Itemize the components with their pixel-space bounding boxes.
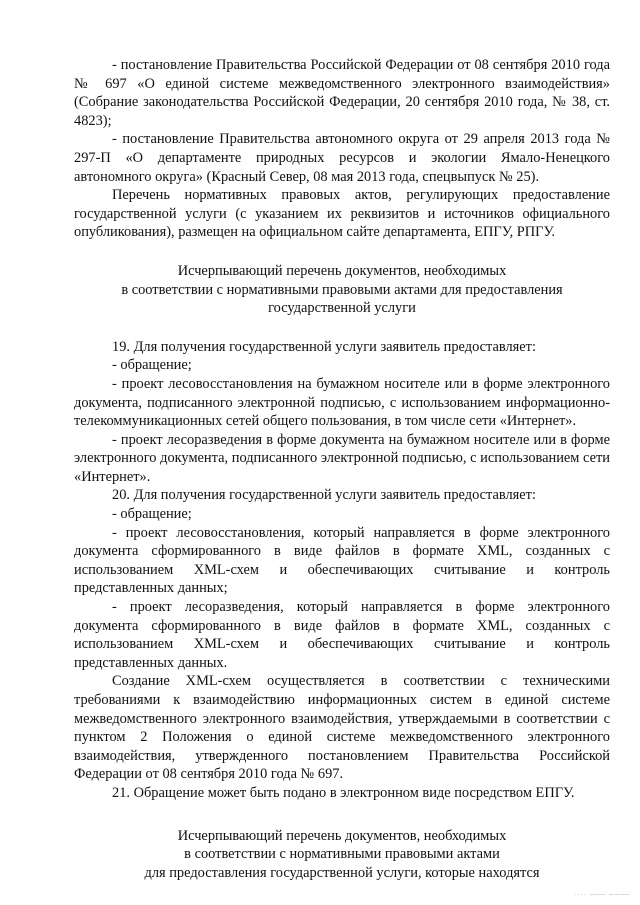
document-page: [74, 56, 610, 882]
paragraph-item-20-afforestation: - проект лесоразведения, который направляется в форме электронного документа сформированного в виде файлов в формате XML, созданных с использованием XML-схем и обеспечивающих считывание и контроль представленных данных.: [74, 599, 610, 671]
paragraph-item-20-reforestation: - проект лесовосстановления, который направляется в форме электронного документа сформированного в виде файлов в формате XML, созданных с использованием XML-схем и обеспечивающих считывание и контроль представленных данных;: [74, 524, 610, 597]
paragraph-item-19: 19. Для получения государственной услуги заявитель предоставляет:: [112, 338, 536, 355]
heading-line: государственной услуги: [268, 300, 416, 317]
paragraph-item-19-appeal: - обращение;: [112, 357, 192, 374]
paragraph-item-19-afforestation: - проект лесоразведения в форме документа на бумажном носителе или в форме электронного документа, подписанного электронной подписью, с использованием сети «Интернет».: [74, 431, 610, 485]
section-heading-documents: [74, 262, 610, 318]
heading-line: в соответствии с нормативными правовыми актами: [184, 846, 500, 863]
paragraph-decree-297p: - постановление Правительства автономного округа от 29 апреля 2013 года № 297-П «О департаменте природных ресурсов и экологии Ямало-Ненецкого автономного округа» (Красный Север, 08 мая 2013 года, спецвыпуск № 25).: [74, 131, 610, 185]
heading-line: Исчерпывающий перечень документов, необходимых: [177, 262, 507, 279]
paragraph-xml-schemas: Создание XML-схем осуществляется в соответствии с техническими требованиями к взаимодействию информационных систем в единой системе межведомственного электронного взаимодействия, утверждаемыми в соответствии с пунктом 2 Положения о единой системе межведомственного электронного взаимодействия, утвержденного постановлением Правительства Российской Федерации от 08 сентября 2010 года № 697.: [74, 673, 610, 783]
paragraph-decree-697: - постановление Правительства Российской Федерации от 08 сентября 2010 года № 697 «О единой системе межведомственного электронного взаимодействия» (Собрание законодательства Российской Федерации, 20 сентября 2010 года, № 38, ст. 4823);: [74, 57, 610, 129]
paragraph-item-19-reforestation: - проект лесовосстановления на бумажном носителе или в форме электронного документа, подписанного электронной подписью, с использованием информационно-телекоммуникационных сетей общего пользования, в том числе сети «Интернет».: [74, 375, 610, 430]
section-heading-documents-held: [74, 827, 610, 883]
paragraph-acts-list: Перечень нормативных правовых актов, регулирующих предоставление государственной услуги (с указанием их реквизитов и источников официального опубликования), размещен на официальном сайте департамента, ЕПГУ, РПГУ.: [74, 187, 610, 241]
paragraph-item-20: 20. Для получения государственной услуги заявитель предоставляет:: [112, 487, 536, 504]
heading-line: в соответствии с нормативными правовыми актами для предоставления: [121, 281, 563, 298]
scan-footer-mark: ···· ─── ────: [574, 891, 630, 899]
heading-line: для предоставления государственной услуги, которые находятся: [144, 864, 540, 881]
heading-line: Исчерпывающий перечень документов, необходимых: [177, 827, 507, 844]
paragraph-item-20-appeal: - обращение;: [112, 506, 192, 523]
paragraph-item-21: 21. Обращение может быть подано в электронном виде посредством ЕПГУ.: [112, 784, 575, 801]
